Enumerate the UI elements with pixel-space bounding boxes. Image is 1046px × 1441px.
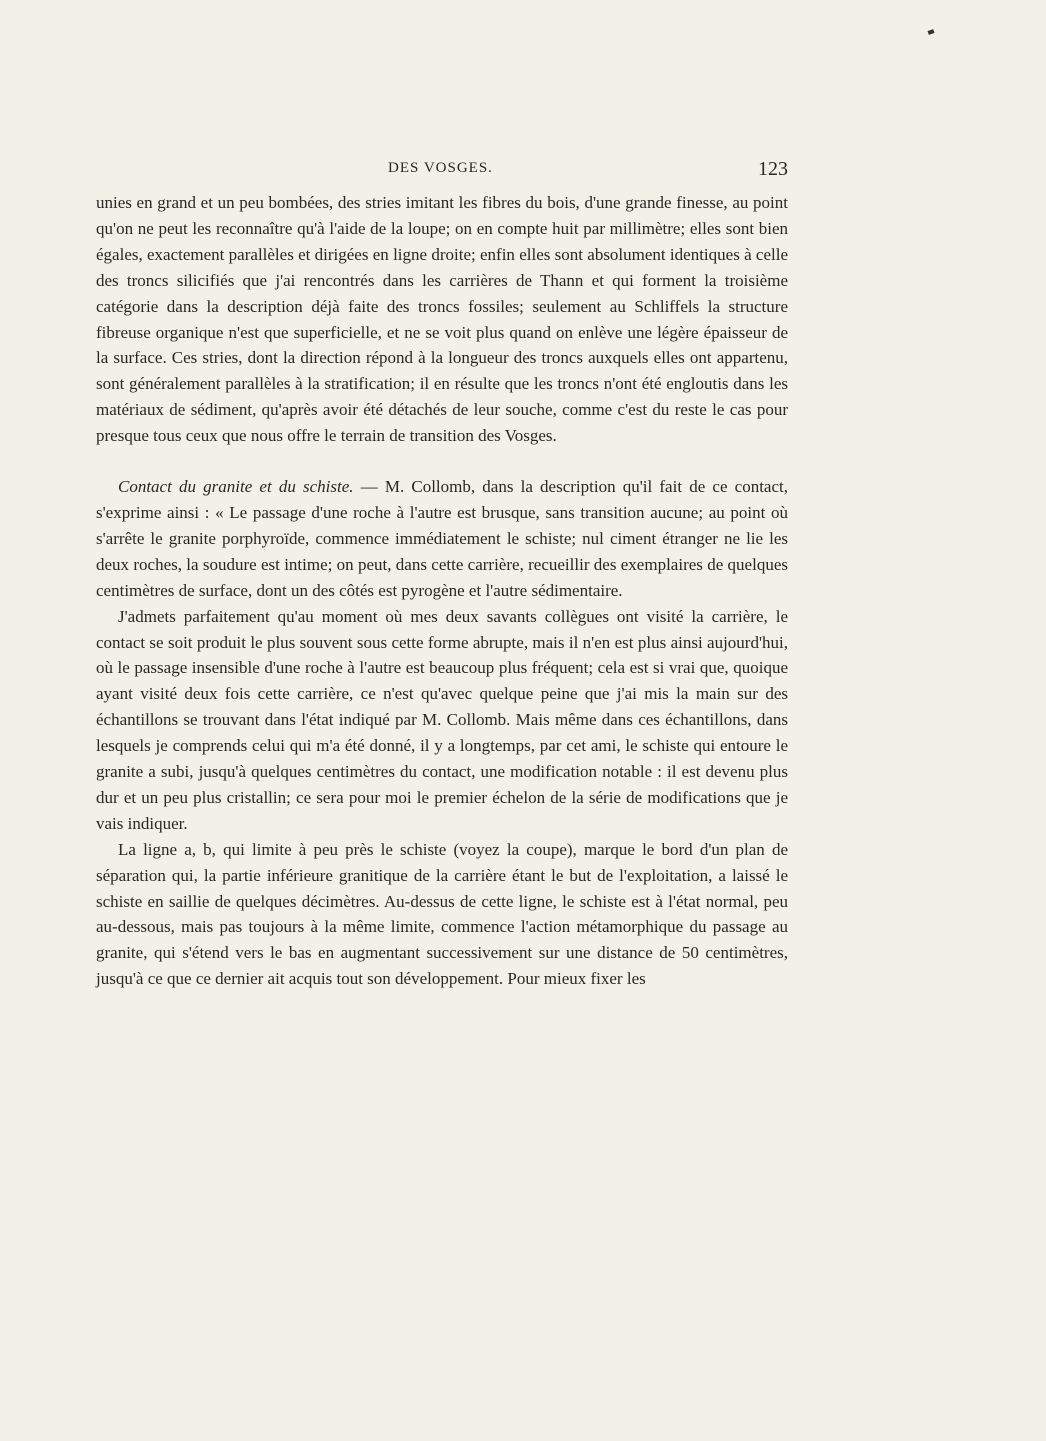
running-title: DES VOSGES. <box>388 160 493 176</box>
paragraph: J'admets parfaitement qu'au moment où mes deux savants collègues ont visité la carrière, le contact se soit produit le plus souvent sous cette forme abrupte, mais il n'en est plus ainsi aujourd'hui, où le passage insensible d'une roche à l'autre est beaucoup plus fréquent; cela est si vrai que, quoique ayant visité deux fois cette carrière, ce n'est qu'avec quelque peine que j'ai mis la main sur des échantillons se trouvant dans l'état indiqué par M. Collomb. Mais même dans ces échantillons, dans lesquels je comprends celui qui m'a été donné, il y a longtemps, par cet ami, le schiste qui entoure le granite a subi, jusqu'à quelques centimètres du contact, une modification notable : il est devenu plus dur et un peu plus cristallin; ce sera pour moi le premier échelon de la série de modifications que je vais indiquer. <box>96 606 788 833</box>
page-number: 123 <box>758 158 788 180</box>
paragraph-text: — M. Collomb, dans la description qu'il fait de ce contact, s'exprime ainsi : « Le passage d'une roche à l'autre est brusque, sans transition aucune; au point où s'arrête le granite porphyroïde, commence immédiatement le schiste; nul ciment étranger ne lie les deux roches, la soudure est intime; on peut, dans cette carrière, recueillir des exemplaires de quelques centimètres de surface, dont un des côtés est pyrogène et l'autre sédimentaire. <box>96 477 788 600</box>
paragraph: La ligne a, b, qui limite à peu près le schiste (voyez la coupe), marque le bord d'un plan de séparation qui, la partie inférieure granitique de la carrière étant le but de l'exploitation, a laissé le schiste en saillie de quelques décimètres. Au-dessus de cette ligne, le schiste est à l'état normal, peu au-dessous, mais pas toujours à la même limite, commence l'action métamorphique du passage au granite, qui s'étend vers le bas en augmentant successivement sur une distance de 50 centimètres, jusqu'à ce que ce dernier ait acquis tout son développement. Pour mieux fixer les <box>96 839 788 989</box>
section-heading: Contact du granite et du schiste. <box>118 477 354 497</box>
paragraph-contact <box>96 474 788 604</box>
ink-mark <box>927 29 934 35</box>
paragraph: unies en grand et un peu bombées, des stries imitant les fibres du bois, d'une grande finesse, au point qu'on ne peut les reconnaître qu'à l'aide de la loupe; on en compte huit par millimètre; elles sont bien égales, exactement parallèles et dirigées en ligne droite; enfin elles sont absolument identiques à celle des troncs silicifiés que j'ai rencontrés dans les carrières de Thann et qui forment la troisième catégorie dans la description déjà faite des troncs fossiles; seulement au Schliffels la structure fibreuse organique n'est que superficielle, et ne se voit plus quand on enlève une légère épaisseur de la surface. Ces stries, dont la direction répond à la longueur des troncs auxquels elles ont appartenu, sont généralement parallèles à la stratification; il en résulte que les troncs n'ont été engloutis dans les matériaux de sédiment, qu'après avoir été détachés de leur souche, comme c'est du reste le cas pour presque tous ceux que nous offre le terrain de transition des Vosges. <box>96 193 788 446</box>
page-header <box>96 158 788 182</box>
body-text <box>96 190 788 992</box>
